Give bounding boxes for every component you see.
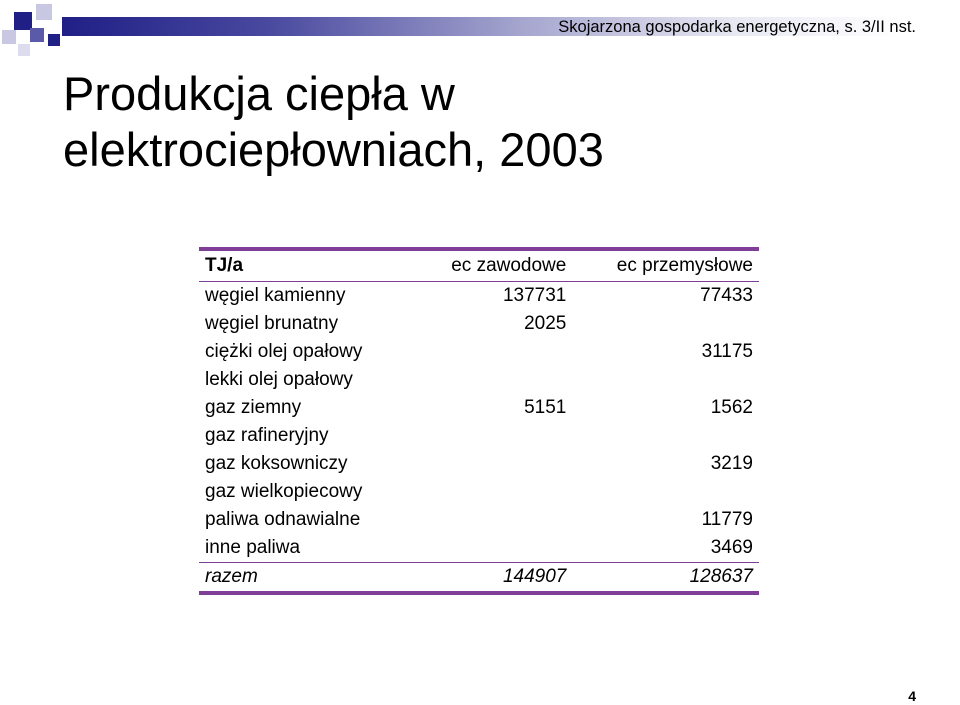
cell-ec-zawodowe: 5151 <box>524 397 567 418</box>
cell-ec-zawodowe <box>412 422 572 450</box>
total-ec-zawodowe: 144907 <box>412 563 572 594</box>
cell-ec-zawodowe: 137731 <box>502 285 567 306</box>
total-ec-przemyslowe: 128637 <box>572 563 759 594</box>
column-header-ec-przemyslowe: ec przemysłowe <box>572 249 759 282</box>
table-header-row <box>199 249 759 282</box>
column-header-ec-zawodowe: ec zawodowe <box>412 249 572 282</box>
cell-ec-zawodowe <box>412 338 572 366</box>
square-lavender-2 <box>2 30 16 44</box>
cell-ec-przemyslowe: 1562 <box>710 397 753 418</box>
table-row <box>199 506 759 534</box>
table-row <box>199 282 759 311</box>
row-name: paliwa odnawialne <box>205 509 361 530</box>
table-row <box>199 394 759 422</box>
table-total-row <box>199 563 759 594</box>
table-row <box>199 478 759 506</box>
cell-ec-zawodowe <box>412 534 572 563</box>
cell-ec-przemyslowe <box>572 478 759 506</box>
row-name: węgiel brunatny <box>205 313 339 334</box>
row-name: gaz wielkopiecowy <box>205 481 363 502</box>
square-lavender-1 <box>36 4 52 20</box>
page-title <box>63 66 604 178</box>
row-name: węgiel kamienny <box>205 285 346 306</box>
cell-ec-przemyslowe <box>572 310 759 338</box>
cell-ec-zawodowe <box>412 478 572 506</box>
cell-ec-przemyslowe: 3219 <box>710 453 753 474</box>
table-row <box>199 338 759 366</box>
row-name: gaz koksowniczy <box>205 453 348 474</box>
cell-ec-przemyslowe: 11779 <box>701 509 753 530</box>
cell-ec-zawodowe: 2025 <box>524 313 567 334</box>
cell-ec-przemyslowe: 77433 <box>700 285 753 306</box>
cell-ec-przemyslowe <box>572 366 759 394</box>
row-name: gaz ziemny <box>205 397 302 418</box>
cell-ec-przemyslowe: 3469 <box>710 537 753 558</box>
cell-ec-przemyslowe: 31175 <box>701 341 753 362</box>
cell-ec-zawodowe <box>412 506 572 534</box>
table-row <box>199 310 759 338</box>
row-name: inne paliwa <box>205 537 301 558</box>
column-header-unit: TJ/a <box>199 249 412 282</box>
total-name: razem <box>199 563 412 594</box>
cell-ec-przemyslowe <box>572 422 759 450</box>
page-number: 4 <box>908 688 916 704</box>
square-navy-3 <box>48 34 60 46</box>
title-line-1: Produkcja ciepła w <box>63 67 455 120</box>
table-row <box>199 366 759 394</box>
row-name: gaz rafineryjny <box>205 425 329 446</box>
row-name: lekki olej opałowy <box>205 369 353 390</box>
row-name: ciężki olej opałowy <box>205 341 363 362</box>
square-lavender-3 <box>18 44 30 56</box>
table-row <box>199 450 759 478</box>
cell-ec-zawodowe <box>412 450 572 478</box>
cell-ec-zawodowe <box>412 366 572 394</box>
square-navy-2 <box>30 28 44 42</box>
table-row <box>199 534 759 563</box>
heat-production-table <box>199 247 759 595</box>
header-text: Skojarzona gospodarka energetyczna, s. 3/II nst. <box>558 18 916 36</box>
table-row <box>199 422 759 450</box>
title-line-2: elektrociepłowniach, 2003 <box>63 123 604 176</box>
